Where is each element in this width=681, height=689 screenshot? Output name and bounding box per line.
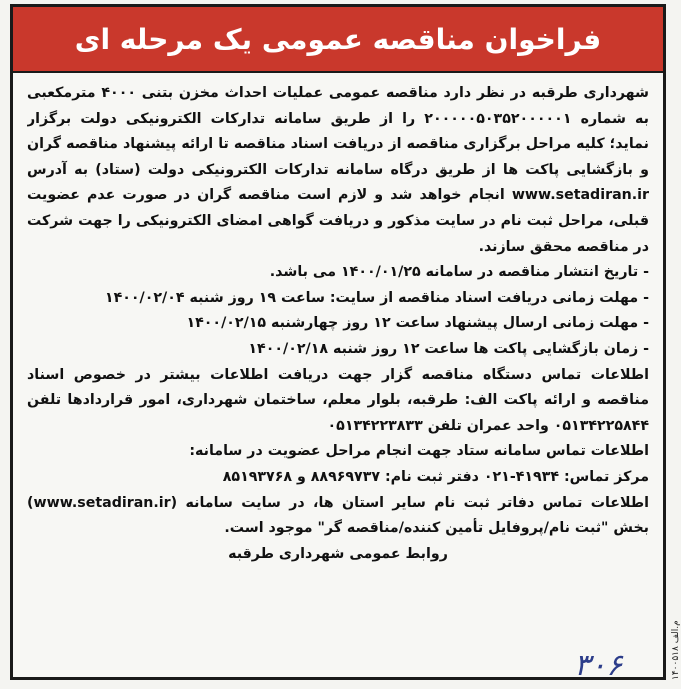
item-document-deadline: - مهلت زمانی دریافت اسناد مناقصه از سایت: ساعت ۱۹ روز شنبه ۱۴۰۰/۰۲/۰۴ [104,289,649,306]
item-opening-time: - زمان بازگشایی پاکت ها ساعت ۱۲ روز شنبه ۱۴۰۰/۰۲/۱۸ [248,340,649,357]
notice-title: فراخوان مناقصه عمومی یک مرحله ای [74,22,602,56]
title-banner [13,7,663,73]
contact-offices: اطلاعات تماس دفاتر ثبت نام سایر استان ها، در سایت سامانه (www.setadiran.ir) بخش "ثبت نام/پروفایل تأمین کننده/مناقصه گر" موجود است. [27,494,649,537]
contact-setad-title: اطلاعات تماس سامانه ستاد جهت انجام مراحل عضویت در سامانه: [189,443,649,460]
intro-paragraph: شهرداری طرقبه در نظر دارد مناقصه عمومی عملیات احداث مخزن بتنی ۴۰۰۰ مترمکعبی به شماره ۲۰۰۰۰۰۵۰۳۵۲۰۰۰۰۰۱ را از طریق سامانه تدارکات الکترونیکی دولت برگزار نماید؛ کلیه مراحل برگزاری مناقصه از دریافت اسناد مناقصه تا ارائه پیشنهاد مناقصه گران و بازگشایی پاکت ها از طریق درگاه سامانه تدارکات الکترونیکی دولت (ستاد) به آدرس www.setadiran.ir انجام خواهد شد و لازم است مناقصه گران در صورت عدم عضویت قبلی، مراحل ثبت نام در سایت مذکور و دریافت گواهی امضای الکترونیکی را جهت شرکت در مناقصه محقق سازند. [27,85,649,255]
side-code: ۱۴۰۰۵۱۸ م.الف [671,620,681,680]
notice-frame [10,4,666,680]
item-publish-date: - تاریخ انتشار مناقصه در سامانه ۱۴۰۰/۰۱/۲۵ می باشد. [269,264,649,281]
item-proposal-deadline: - مهلت زمانی ارسال پیشنهاد ساعت ۱۲ روز چهارشنبه ۱۴۰۰/۰۲/۱۵ [186,315,649,332]
contact-organizer: اطلاعات تماس دستگاه مناقصه گزار جهت دریافت اطلاعات بیشتر در خصوص اسناد مناقصه و ارائه پاکت الف: طرقبه، بلوار معلم، ساختمان شهرداری، امور قراردادها تلفن ۰۵۱۳۴۲۲۵۸۴۴ واحد عمران تلفن ۰۵۱۳۴۲۲۳۸۳۳ [27,366,649,434]
signature: روابط عمومی شهرداری طرقبه [228,545,448,562]
handwritten-note: ۳۰۶ [574,648,623,683]
notice-body [27,81,649,657]
contact-center: مرکز تماس: ۴۱۹۳۴-۰۲۱ دفتر ثبت نام: ۸۸۹۶۹۷۳۷ و ۸۵۱۹۳۷۶۸ [222,468,649,485]
